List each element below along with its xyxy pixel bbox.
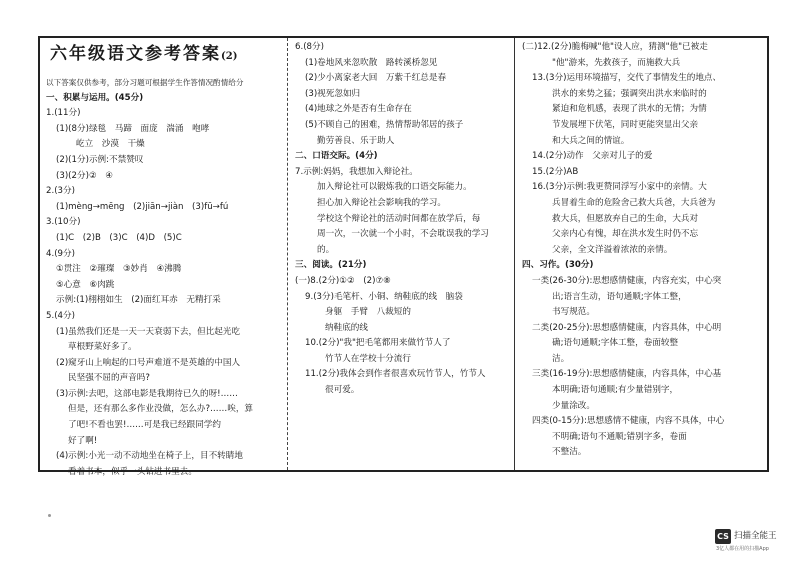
answer-line: 5.(4分)	[46, 310, 75, 321]
scanner-tagline: 3亿人都在用的扫描App	[716, 546, 769, 552]
column-left	[40, 38, 287, 477]
answer-line: 民坚强不屈的声音吗?	[68, 373, 150, 384]
answer-line: 兵冒着生命的危险舍己救大兵爸，大兵爸为	[552, 197, 716, 208]
answer-line: (2)窥牙山上响起的口号声难道不是英雄的中国人	[56, 357, 241, 368]
answer-line: 四、习作。(30分)	[522, 260, 594, 271]
answer-line: 15.(2分)AB	[532, 166, 579, 177]
answer-line: (1)C (2)B (3)C (4)D (5)C	[56, 232, 182, 243]
answer-line: 4.(9分)	[46, 248, 75, 259]
answer-line: 纳鞋底的线	[325, 322, 368, 333]
answer-line: 的。	[317, 244, 335, 255]
answer-line: 11.(2分)我体会到作者很喜欢玩竹节人，竹节人	[305, 369, 486, 380]
answer-line: 一类(26-30分):思想感情健康，内容充实，中心突	[532, 275, 722, 286]
answer-line: (1)卷地风来忽吹散 路转溪桥忽见	[305, 57, 438, 68]
answer-line: (4)地球之外是否有生命存在	[305, 104, 412, 115]
answer-line: (2)(1分)示例:不禁赞叹	[56, 154, 144, 165]
column-middle	[287, 38, 514, 470]
answer-line: 周一次，一次就一个小时，不会耽误我的学习	[317, 229, 489, 240]
answer-line: 草根野菜好多了。	[68, 342, 137, 353]
answer-line: 一、积累与运用。(45分)	[46, 92, 144, 103]
answer-line: ⑤心意 ⑥肉跳	[56, 279, 115, 290]
answer-line: 很可爱。	[325, 385, 360, 396]
answer-line: (4)示例:小光一动不动地坐在椅子上，目不转睛地	[56, 451, 243, 462]
answer-line: (1)虽然我们还是一天一天衰弱下去，但比起光吃	[56, 326, 241, 337]
answer-line: 9.(3分)毛笔杆、小铜、纳鞋底的线 脑袋	[305, 291, 463, 302]
answer-line: 学校这个辩论社的活动时间都在放学后，每	[317, 213, 481, 224]
answer-line: 勤劳善良、乐于助人	[317, 135, 395, 146]
answer-line: 出;语言生动，语句通顺;字体工整，	[552, 291, 687, 302]
answer-line: 少量涂改。	[552, 400, 595, 411]
answer-line: (二)12.(2分)脆梅喊"他"设人应，猜测"他"已被走	[522, 42, 708, 52]
answer-line: 身躯 手臂 八裁短的	[325, 307, 411, 318]
answer-line: 二类(20-25分):思想感情健康，内容具体，中心明	[532, 322, 722, 333]
answer-line: 1.(11分)	[46, 108, 81, 119]
answer-line: ①贯注 ②璀璨 ③妙肖 ④沸腾	[56, 264, 182, 275]
answer-line: 16.(3分)示例:我更赞同浮写小家中的亲情。大	[532, 182, 707, 193]
answer-line: 不明确;语句不通顺;错别字多，卷面	[552, 431, 687, 442]
answer-line: 但是，还有那么多作业没做，怎么办?……唉，算	[68, 404, 254, 415]
answer-line: 看着书本，似乎一头钻进书里去。	[68, 466, 197, 477]
answer-line: 三、阅读。(21分)	[295, 260, 367, 271]
answer-line: 确;语句通顺;字体工整，卷面较整	[552, 338, 679, 349]
answer-line: 14.(2分)动作 父亲对儿子的爱	[532, 151, 653, 162]
answer-line: (1)(8分)绿毯 马蹄 面庞 湍涌 咆哮	[56, 123, 210, 134]
answer-line: 三类(16-19分):思想感情健康，内容具体，中心基	[532, 369, 722, 380]
answer-line: (3)视死忽如归	[305, 88, 361, 99]
title-number: (2)	[221, 51, 238, 62]
answer-line: 2.(3分)	[46, 186, 75, 197]
page-title: 六年级语文参考答案(2)	[50, 44, 238, 64]
answer-line: 不整洁。	[552, 447, 587, 458]
column-right	[514, 38, 771, 470]
answer-line: 父亲内心有愧，却在洪水发生时仍不忘	[552, 229, 699, 240]
answer-line: 了吧!不看也罢!……可是我已经跟同学约	[68, 420, 221, 431]
answer-line: 书写规范。	[552, 307, 595, 318]
answer-line: 6.(8分)	[295, 42, 324, 52]
answer-line: 示例:(1)栩栩如生 (2)面红耳赤 无精打采	[56, 295, 221, 306]
answer-line: 紧迫和危机感，表现了洪水的无情；为情	[552, 104, 707, 115]
answer-line: (2)少小离家老大回 万紫千红总是春	[305, 73, 447, 84]
answer-line: (1)mèng→mēng (2)jiān→jiàn (3)fū→fú	[56, 201, 229, 212]
answer-sheet	[38, 36, 769, 477]
answer-line: 7.示例:妈妈，我想加入辩论社。	[295, 166, 418, 177]
answer-line: 好了啊!	[68, 435, 98, 446]
answer-line: (3)示例:去吧，这部电影是我期待已久的呀!……	[56, 388, 238, 399]
answer-line: 救大兵，但愿放弃自己的生命，大兵对	[552, 213, 699, 224]
scan-speck	[48, 514, 51, 517]
answer-line: 四类(0-15分):思想感情不健康，内容不具体，中心	[532, 416, 725, 427]
answer-line: (5)不顾自己的困难，热情帮助邻居的孩子	[305, 119, 464, 130]
answer-line: 竹节人在学校十分流行	[325, 353, 411, 364]
grading-note: 以下答案仅供参考，部分习题可根据学生作答情况酌情给分	[46, 78, 244, 87]
answer-line: 10.(2分)"我"把毛笔都用来做竹节人了	[305, 338, 451, 349]
answer-line: 本明确;语句通顺;有少量错别字，	[552, 385, 679, 396]
camscanner-logo-icon: CS	[715, 529, 731, 544]
answer-line: 3.(10分)	[46, 217, 81, 228]
answer-line: (3)(2分)② ④	[56, 170, 113, 181]
answer-line: "他"游来，先救孩子，而施救大兵	[552, 57, 681, 68]
answer-line: 13.(3分)运用环境描写，交代了事情发生的地点、	[532, 73, 722, 84]
answer-line: 屹立 沙漠 干燥	[76, 139, 145, 150]
answer-line: 父亲，全文洋溢着浓浓的亲情。	[552, 244, 673, 255]
answer-line: (一)8.(2分)①② (2)⑦⑧	[295, 275, 391, 286]
answer-line: 二、口语交际。(4分)	[295, 151, 378, 162]
answer-line: 和大兵之间的情谊。	[552, 135, 630, 146]
answer-line: 洪水的来势之猛；强调突出洪水来临时的	[552, 88, 707, 99]
scanner-app-name: 扫描全能王	[734, 531, 777, 541]
answer-line: 洁。	[552, 353, 570, 364]
answer-line: 担心加入辩论社会影响我的学习。	[317, 197, 446, 208]
answer-line: 节发展埋下伏笔，同时更能突显出父亲	[552, 119, 699, 130]
answer-line: 加入辩论社可以锻炼我的口语交际能力。	[317, 182, 472, 193]
